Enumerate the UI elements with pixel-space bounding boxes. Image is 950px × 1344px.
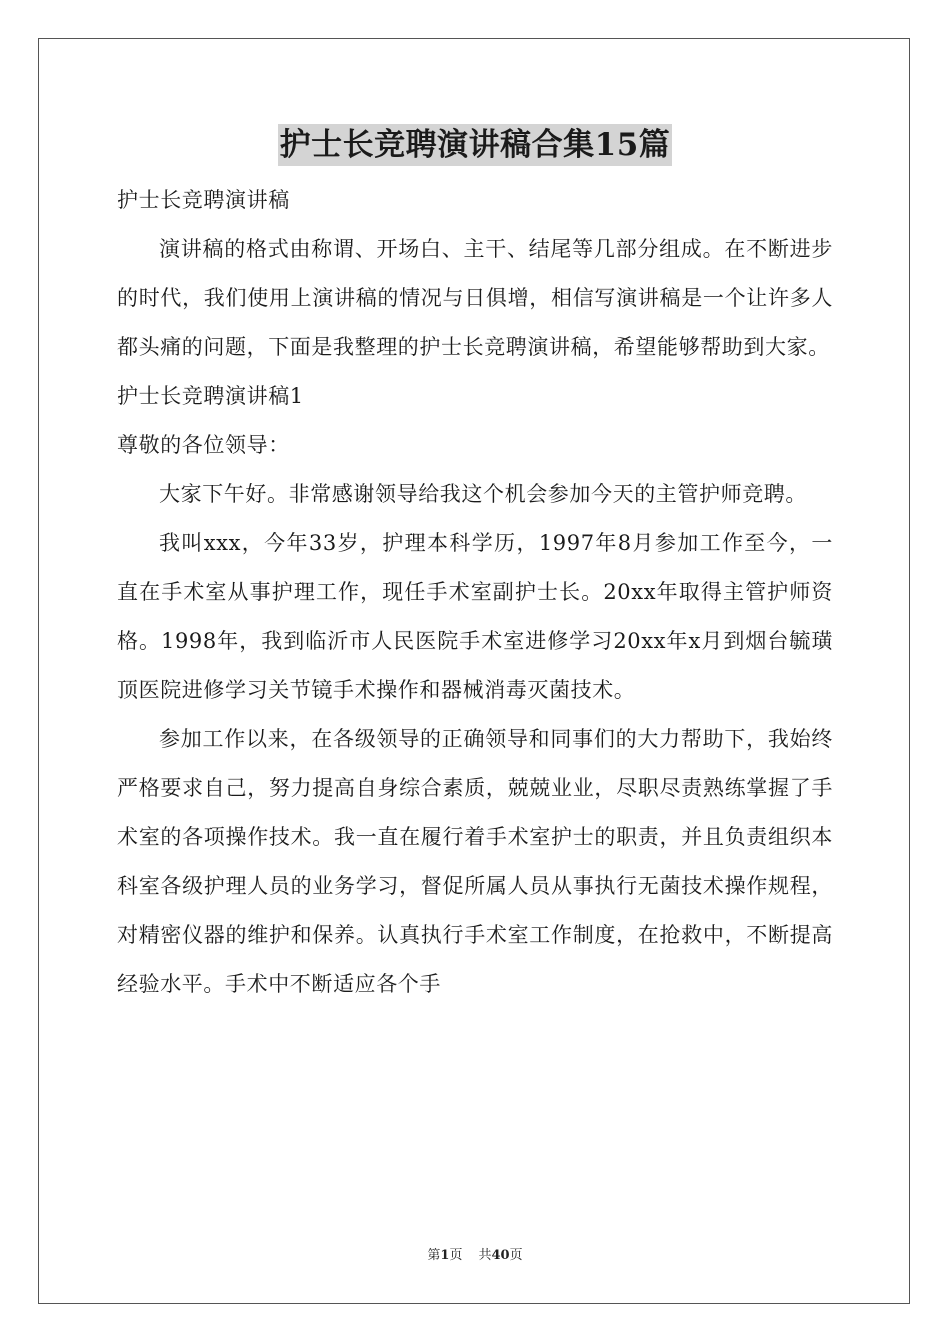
page-current: 1 [440,1248,450,1263]
body-paragraph: 大家下午好。非常感谢领导给我这个机会参加今天的主管护师竞聘。 [159,482,807,506]
document-body [117,176,833,1009]
body-paragraph: 我叫xxx，今年33岁，护理本科学历，1997年8月参加工作至今，一直在手术室从事护理工作，现任手术室副护士长。20xx年取得主管护师资格。1998年，我到临沂市人民医院手术室进修学习20xx年x月到烟台毓璜顶医院进修学习关节镜手术操作和器械消毒灭菌技术。 [117,531,833,702]
total-suffix: 页 [509,1248,523,1263]
body-paragraph: 尊敬的各位领导： [117,433,290,457]
page-suffix: 页 [449,1248,463,1263]
body-paragraph: 参加工作以来，在各级领导的正确领导和同事们的大力帮助下，我始终严格要求自己，努力提高自身综合素质，兢兢业业，尽职尽责熟练掌握了手术室的各项操作技术。我一直在履行着手术室护士的职责，并且负责组织本科室各级护理人员的业务学习，督促所属人员从事执行无菌技术操作规程，对精密仪器的维护和保养。认真执行手术室工作制度，在抢救中，不断提高经验水平。手术中不断适应各个手 [117,727,833,996]
total-prefix: 共 [478,1248,492,1263]
page-total: 40 [491,1248,510,1263]
body-paragraph: 演讲稿的格式由称谓、开场白、主干、结尾等几部分组成。在不断进步的时代，我们使用上演讲稿的情况与日俱增，相信写演讲稿是一个让许多人都头痛的问题，下面是我整理的护士长竞聘演讲稿，希望能够帮助到大家。 [117,237,833,359]
page-prefix: 第 [427,1248,441,1263]
body-paragraph: 护士长竞聘演讲稿 [117,188,290,212]
title-container [0,124,950,166]
body-paragraph: 护士长竞聘演讲稿1 [117,384,304,408]
document-title: 护士长竞聘演讲稿合集15篇 [278,124,673,166]
page-footer [0,1246,950,1266]
